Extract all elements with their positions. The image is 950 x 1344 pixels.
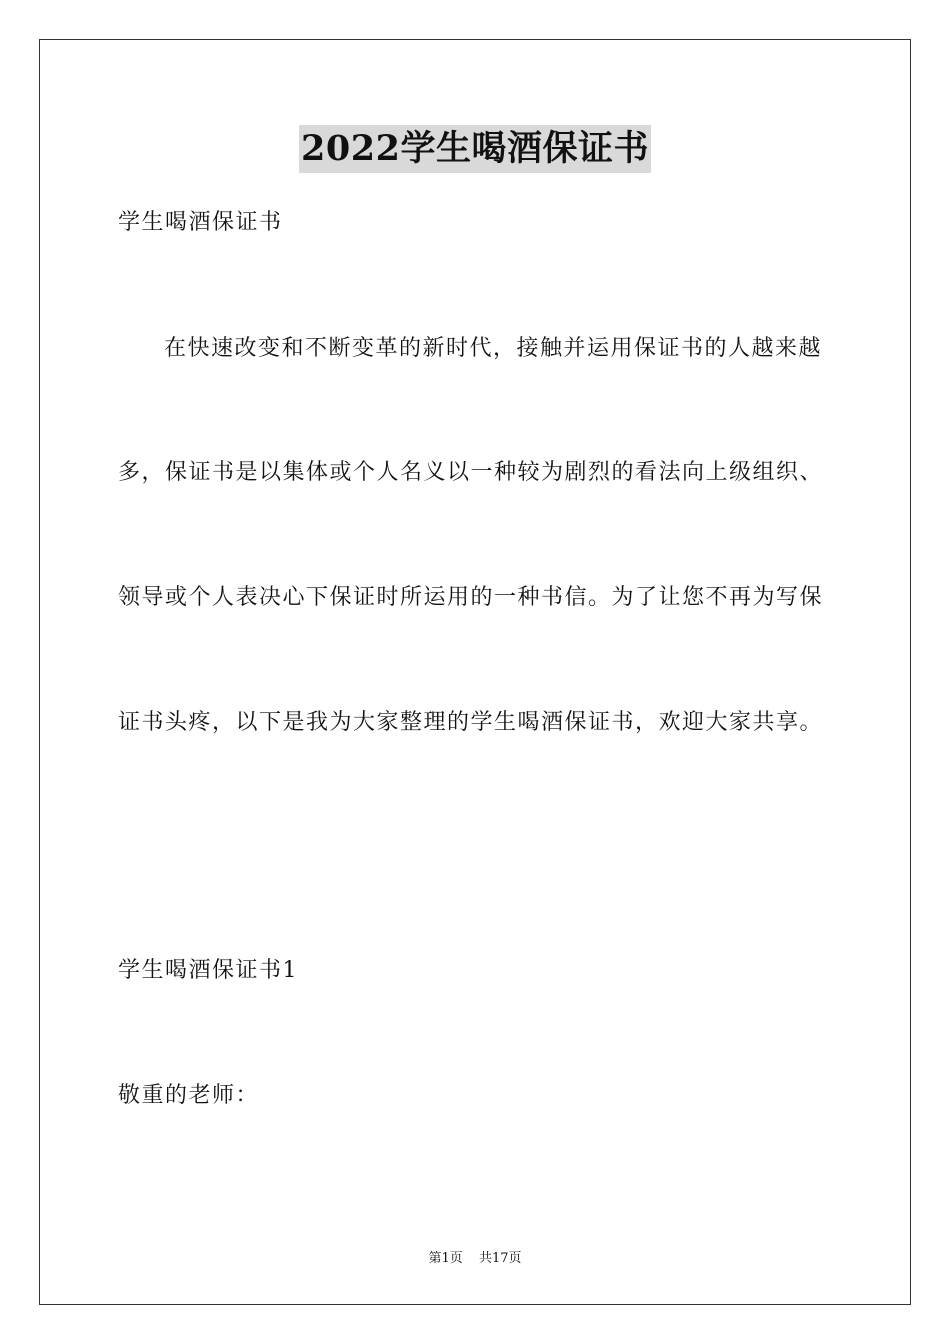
document-title: 2022学生喝酒保证书 xyxy=(299,125,651,173)
intro-line-1: 在快速改变和不断变革的新时代，接触并运用保证书的人越来越 xyxy=(164,336,823,361)
intro-line-4: 证书头疼，以下是我为大家整理的学生喝酒保证书，欢迎大家共享。 xyxy=(118,710,824,735)
page-total: 共17页 xyxy=(478,1251,522,1266)
page-number: 第1页 xyxy=(428,1251,463,1266)
document-title-wrap xyxy=(0,125,950,173)
page-footer xyxy=(0,1247,950,1266)
intro-line-3: 领导或个人表决心下保证时所运用的一种书信。为了让您不再为写保 xyxy=(118,585,824,610)
section-heading: 学生喝酒保证书1 xyxy=(118,958,298,983)
document-subtitle: 学生喝酒保证书 xyxy=(118,210,283,235)
intro-line-2: 多，保证书是以集体或个人名义以一种较为剧烈的看法向上级组织、 xyxy=(118,460,824,485)
salutation: 敬重的老师： xyxy=(118,1083,260,1108)
